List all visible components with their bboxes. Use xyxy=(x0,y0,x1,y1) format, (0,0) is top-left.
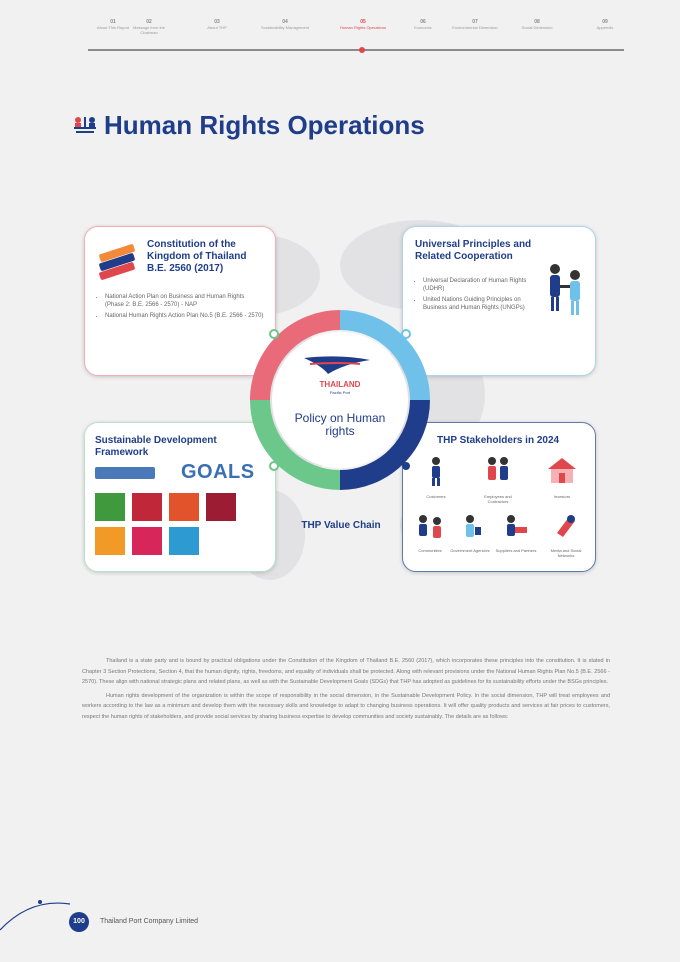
media-icon xyxy=(551,513,581,541)
stakeholder-label: Media and Social Networks xyxy=(550,548,582,558)
footer-company: Thailand Port Company Limited xyxy=(100,918,199,925)
stakeholder-label: Customers xyxy=(426,494,446,499)
paragraph: Thailand is a state party and is bound by practical obligations under the Constitution of the Kingdom of Thailand B.E. 2560 (2017), which incorporates these principles into the constitution. It is stated in Chapter 3 Section Protections, Section 4, that the human dignity, rights, freedoms, and equality of individuals shall be protected. Along with relevant provisions under the National Human Rights Plan No.5 (B.E. 2566 - 2570). These align with national strategic plans and related plans, as well as with the Sustainable Development Goals (SDGs) that THP has adopted as guidelines for its sustainability efforts under the BSGs principles. xyxy=(82,658,610,685)
nav-item-2[interactable] xyxy=(124,20,174,35)
stakeholder-label: Communities xyxy=(418,548,442,553)
stakeholders-title: THP Stakeholders in 2024 xyxy=(437,435,560,446)
nav-active-marker xyxy=(359,47,365,53)
stakeholder-employees xyxy=(477,455,519,504)
value-chain-label: THP Value Chain xyxy=(301,520,381,531)
stakeholder-label: Suppliers and Partners xyxy=(495,548,537,553)
nav-item-9[interactable] xyxy=(580,20,630,30)
books-icon xyxy=(97,239,139,281)
investor-icon xyxy=(545,455,579,487)
paragraph: Human rights development of the organization is within the scope of responsibility in the social dimension, in the Sustainable Development Policy. In the social dimension, THP will treat employees and workers according to the law as a minimum and develop them with the necessary skills and knowledge to adapt to changing business operations. It will offer quality products and services at fair prices to customers, respect the human rights of stakeholders, and provide social services by sharing business expertise to develop communities and society sustainably. The details are as follows: xyxy=(82,692,610,720)
nav-num: 04 xyxy=(282,19,288,25)
nav-label: Appendix xyxy=(596,25,614,30)
nav-num: 07 xyxy=(472,19,478,25)
handshake-people-icon xyxy=(543,261,587,319)
nav-label: Sustainability Management xyxy=(260,25,310,30)
supplier-icon xyxy=(501,513,531,541)
nav-num: 06 xyxy=(420,19,426,25)
nav-label: Human Rights Operations xyxy=(339,25,387,30)
sdg-banner xyxy=(95,467,155,479)
page-number-badge: 100 xyxy=(69,912,89,932)
employees-icon xyxy=(483,455,513,487)
sdg-title: Sustainable Development Framework xyxy=(95,435,217,458)
stakeholder-media xyxy=(545,513,587,558)
wheel-center xyxy=(272,332,408,468)
universal-title: Universal Principles and Related Cooperation xyxy=(415,239,532,262)
sdg-tile xyxy=(132,527,162,555)
sdg-tile xyxy=(95,493,125,521)
human-rights-policy-wheel xyxy=(248,308,432,492)
sdg-tile xyxy=(169,493,199,521)
nav-label: About THP xyxy=(207,25,227,30)
sdg-tile xyxy=(206,493,236,521)
nav-label: Social Dimension xyxy=(521,25,553,30)
sdg-goals-word: GOALS xyxy=(181,461,255,483)
nav-item-3[interactable] xyxy=(192,20,242,30)
nav-label: About This Report xyxy=(96,25,130,30)
nav-item-7[interactable] xyxy=(450,20,500,30)
government-icon xyxy=(455,513,485,541)
stakeholder-communities xyxy=(409,513,451,553)
nav-item-8[interactable] xyxy=(512,20,562,30)
nav-item-6[interactable] xyxy=(398,20,448,30)
stakeholder-label: Investors xyxy=(553,494,571,499)
stakeholder-label: Employees and Contractors xyxy=(484,494,512,504)
constitution-list xyxy=(97,293,265,323)
list-item: • United Nations Guiding Principles on Business and Human Rights (UNGPs) xyxy=(423,296,543,312)
nav-num: 09 xyxy=(602,19,608,25)
nav-progress-line xyxy=(88,49,624,51)
people-scale-icon xyxy=(72,113,98,135)
logo-text: THAILAND xyxy=(319,380,361,389)
logo-subtext: Pacific Port xyxy=(329,390,351,395)
nav-num: 08 xyxy=(534,19,540,25)
list-item: • Universal Declaration of Human Rights (UDHR) xyxy=(423,277,543,293)
nav-label: Environmental Dimension xyxy=(452,25,498,30)
stakeholder-investors xyxy=(541,455,583,499)
policy-label: Policy on Human rights xyxy=(294,411,386,438)
nav-num: 05 xyxy=(360,19,366,25)
sdg-tile xyxy=(132,493,162,521)
nav-num: 01 xyxy=(110,19,116,25)
nav-item-5-active[interactable] xyxy=(338,20,388,30)
universal-list xyxy=(415,277,543,315)
nav-label: Economic xyxy=(414,25,432,30)
page-title: Human Rights Operations xyxy=(104,110,425,140)
stakeholder-government xyxy=(449,513,491,553)
sdg-tile xyxy=(169,527,199,555)
body-text xyxy=(82,656,610,725)
nav-label: Message from the Chairman xyxy=(132,25,165,35)
constitution-title: Constitution of the Kingdom of Thailand B.E. 2560 (2017) xyxy=(147,239,247,274)
sdg-tile xyxy=(95,527,125,555)
nav-num: 02 xyxy=(146,19,152,25)
list-item: • National Action Plan on Business and Human Rights (Phase 2: B.E. 2566 - 2570) - NAP xyxy=(105,293,265,309)
nav-item-4[interactable] xyxy=(260,20,310,30)
nav-num: 03 xyxy=(214,19,220,25)
community-icon xyxy=(415,513,445,541)
stakeholder-label: Government Agencies xyxy=(450,548,490,553)
list-item: • National Human Rights Action Plan No.5 (B.E. 2566 - 2570) xyxy=(105,312,265,320)
stakeholder-suppliers xyxy=(495,513,537,553)
